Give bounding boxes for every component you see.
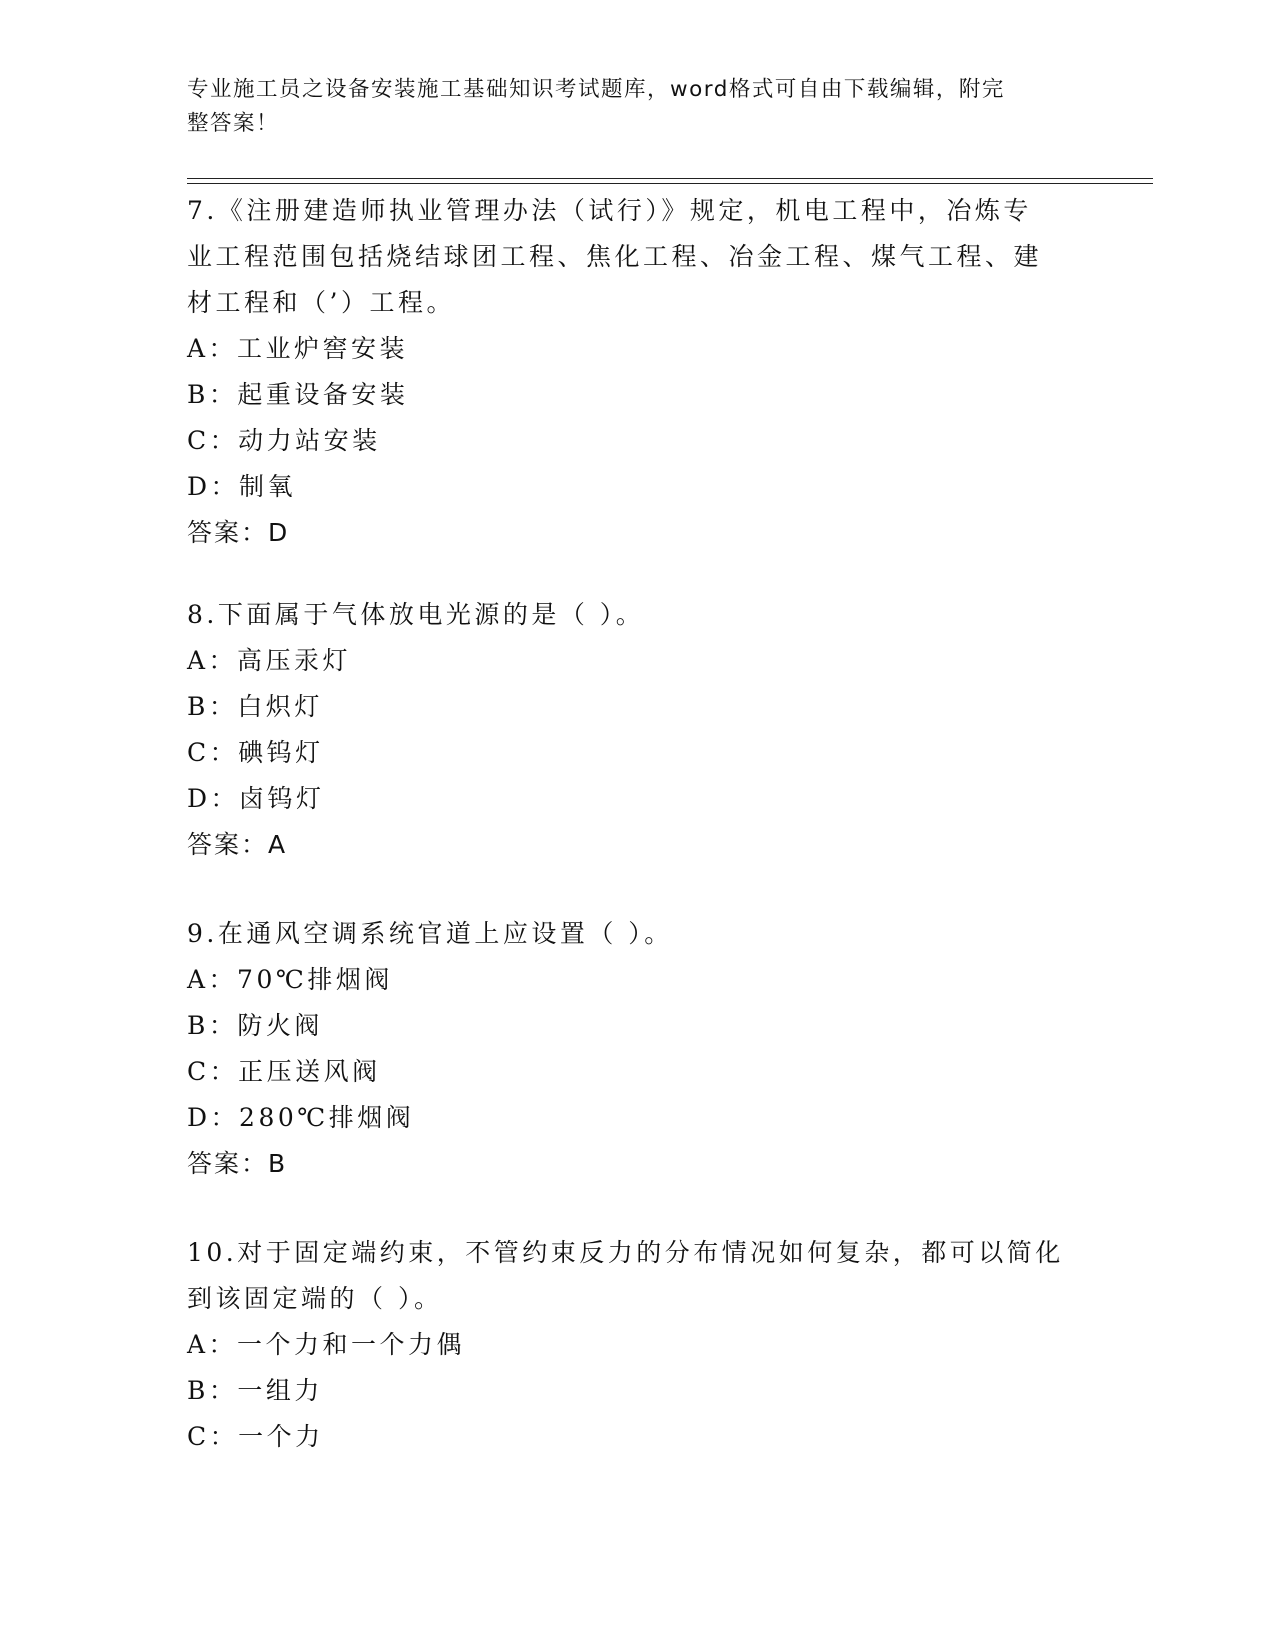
option-d: D：卤钨灯 <box>187 784 325 813</box>
option-a: A：70℃排烟阀 <box>187 965 393 994</box>
question-stem-line: 9.在通风空调系统官道上应设置（ ）。 <box>187 919 673 948</box>
option-a: A：工业炉窖安装 <box>187 334 409 363</box>
option-c: C：正压送风阀 <box>187 1057 381 1086</box>
option-d: D：制氧 <box>187 472 297 501</box>
question-7 <box>187 188 1087 556</box>
option-b: B：一组力 <box>187 1376 323 1405</box>
header-line-1: 专业施工员之设备安装施工基础知识考试题库，word格式可自由下载编辑，附完 <box>187 77 1005 102</box>
header-divider-bottom <box>187 183 1153 184</box>
header-line-2: 整答案！ <box>187 111 280 136</box>
question-stem-line: 业工程范围包括烧结球团工程、焦化工程、冶金工程、煤气工程、建 <box>187 242 1043 271</box>
answer-line: 答案：D <box>187 518 290 547</box>
document-header <box>187 73 1067 141</box>
question-stem-line: 到该固定端的（ ）。 <box>187 1284 443 1313</box>
option-d: D：280℃排烟阀 <box>187 1103 415 1132</box>
question-stem-line: 8.下面属于气体放电光源的是（ ）。 <box>187 600 645 629</box>
question-10 <box>187 1230 1087 1460</box>
option-c: C：一个力 <box>187 1422 324 1451</box>
option-b: B：白炽灯 <box>187 692 323 721</box>
answer-line: 答案：A <box>187 830 288 859</box>
question-stem-line: 10.对于固定端约束，不管约束反力的分布情况如何复杂，都可以简化 <box>187 1238 1064 1267</box>
question-stem-line: 7.《注册建造师执业管理办法（试行）》规定，机电工程中，冶炼专 <box>187 196 1032 225</box>
answer-line: 答案：B <box>187 1149 288 1178</box>
option-b: B：起重设备安装 <box>187 380 409 409</box>
option-c: C：动力站安装 <box>187 426 381 455</box>
question-9 <box>187 911 1087 1187</box>
option-a: A：一个力和一个力偶 <box>187 1330 466 1359</box>
option-a: A：高压汞灯 <box>187 646 352 675</box>
question-stem-line: 材工程和（’）工程。 <box>187 288 455 317</box>
header-divider-top <box>187 178 1153 179</box>
option-b: B：防火阀 <box>187 1011 323 1040</box>
option-c: C：碘钨灯 <box>187 738 324 767</box>
question-8 <box>187 592 1087 868</box>
